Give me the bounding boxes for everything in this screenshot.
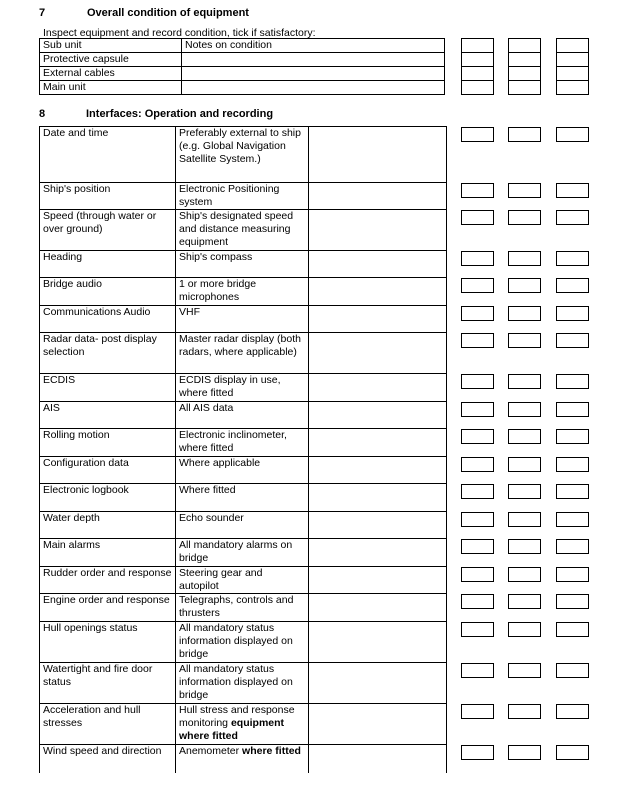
section-7-instruction: Inspect equipment and record condition, tick if satisfactory: [43,27,316,39]
item-cell: Ship's position [40,183,176,210]
tick-box[interactable] [556,704,589,719]
tick-box[interactable] [556,306,589,321]
tick-box[interactable] [508,484,541,499]
tick-column-1[interactable] [461,38,494,95]
tick-box[interactable] [461,745,494,760]
sub-unit-cell: Protective capsule [40,53,182,67]
source-cell: VHF [176,306,309,333]
notes-cell[interactable] [182,53,445,67]
source-text: Anemometer [179,745,240,757]
source-cell: All mandatory status information displayed on bridge [176,622,309,663]
notes-cell[interactable] [309,429,447,457]
source-cell: Ship's designated speed and distance measuring equipment [176,210,309,251]
item-cell: Bridge audio [40,278,176,306]
notes-cell[interactable] [309,333,447,374]
tick-box[interactable] [508,127,541,142]
notes-cell[interactable] [309,704,447,745]
tick-box[interactable] [461,306,494,321]
table-row [40,429,447,457]
sub-unit-header: Sub unit [40,39,182,53]
notes-cell[interactable] [309,306,447,333]
item-cell: Radar data- post display selection [40,333,176,374]
tick-box[interactable] [461,484,494,499]
table-row [40,704,447,745]
tick-box[interactable] [508,622,541,637]
notes-cell[interactable] [309,594,447,622]
tick-box[interactable] [508,210,541,225]
source-cell: Echo sounder [176,512,309,539]
tick-box[interactable] [461,704,494,719]
tick-box[interactable] [556,251,589,266]
table-row [40,539,447,567]
section-8-number: 8 [39,108,46,120]
section-8-title: Interfaces: Operation and recording [86,108,274,120]
table-row [40,183,447,210]
notes-cell[interactable] [309,374,447,402]
notes-cell[interactable] [309,251,447,278]
table-row [40,53,445,67]
tick-box[interactable] [556,484,589,499]
item-cell: Engine order and response [40,594,176,622]
table-row [40,512,447,539]
tick-box[interactable] [508,457,541,472]
table-row [40,594,447,622]
table-row [40,210,447,251]
source-cell: All mandatory status information displayed on bridge [176,663,309,704]
source-cell [176,745,309,773]
table-row [40,567,447,594]
source-cell [176,704,309,745]
table-row [40,457,447,484]
notes-cell[interactable] [309,127,447,183]
notes-cell[interactable] [309,539,447,567]
table-row [40,127,447,183]
source-bold-text: equipment where fitted [179,717,285,742]
tick-box[interactable] [508,512,541,527]
tick-box[interactable] [461,278,494,293]
item-cell: Communications Audio [40,306,176,333]
source-cell: Where applicable [176,457,309,484]
tick-box[interactable] [556,745,589,760]
item-cell: Rudder order and response [40,567,176,594]
notes-cell[interactable] [309,622,447,663]
tick-column-2[interactable] [508,38,541,95]
tick-box[interactable] [508,429,541,444]
source-cell: Telegraphs, controls and thrusters [176,594,309,622]
tick-box[interactable] [508,539,541,554]
source-cell: Electronic inclinometer, where fitted [176,429,309,457]
table-row [40,402,447,429]
source-cell: ECDIS display in use, where fitted [176,374,309,402]
source-cell: Master radar display (both radars, where applicable) [176,333,309,374]
tick-box[interactable] [461,457,494,472]
item-cell: Wind speed and direction [40,745,176,773]
tick-box[interactable] [508,745,541,760]
tick-box[interactable] [556,457,589,472]
source-cell: Electronic Positioning system [176,183,309,210]
tick-box[interactable] [508,594,541,609]
tick-box[interactable] [461,333,494,348]
notes-cell[interactable] [309,457,447,484]
tick-box[interactable] [556,402,589,417]
item-cell: ECDIS [40,374,176,402]
item-cell: Acceleration and hull stresses [40,704,176,745]
table-row [40,251,447,278]
tick-box[interactable] [461,663,494,678]
item-cell: Watertight and fire door status [40,663,176,704]
section-7-title: Overall condition of equipment [87,7,249,19]
table-row [40,374,447,402]
tick-box[interactable] [461,374,494,389]
source-cell: Steering gear and autopilot [176,567,309,594]
notes-cell[interactable] [309,484,447,512]
table-row [40,278,447,306]
source-cell: All mandatory alarms on bridge [176,539,309,567]
notes-cell[interactable] [182,67,445,81]
source-text: Hull stress and response monitoring [179,704,295,729]
tick-box[interactable] [508,402,541,417]
tick-box[interactable] [508,251,541,266]
notes-cell[interactable] [309,278,447,306]
item-cell: Rolling motion [40,429,176,457]
tick-box[interactable] [461,512,494,527]
notes-cell[interactable] [309,663,447,704]
sub-unit-cell: Main unit [40,81,182,95]
source-cell: Where fitted [176,484,309,512]
tick-box[interactable] [556,663,589,678]
tick-box[interactable] [461,210,494,225]
tick-box[interactable] [461,429,494,444]
item-cell: AIS [40,402,176,429]
condition-table-header [40,39,445,53]
table-row [40,745,447,773]
notes-cell[interactable] [309,183,447,210]
notes-header: Notes on condition [182,39,445,53]
table-row [40,81,445,95]
tick-box[interactable] [556,374,589,389]
tick-box[interactable] [556,210,589,225]
tick-box[interactable] [508,567,541,582]
item-cell: Electronic logbook [40,484,176,512]
notes-cell[interactable] [309,210,447,251]
tick-box[interactable] [556,278,589,293]
item-cell: Heading [40,251,176,278]
tick-box[interactable] [556,333,589,348]
tick-box[interactable] [556,183,589,198]
tick-box[interactable] [461,127,494,142]
table-row [40,67,445,81]
tick-box[interactable] [556,127,589,142]
section-7-number: 7 [39,7,46,19]
interfaces-table [39,126,447,773]
tick-box[interactable] [461,622,494,637]
tick-box[interactable] [461,183,494,198]
source-cell: Ship's compass [176,251,309,278]
sub-unit-cell: External cables [40,67,182,81]
tick-box[interactable] [508,663,541,678]
source-cell: All AIS data [176,402,309,429]
notes-cell[interactable] [309,745,447,773]
tick-box[interactable] [508,374,541,389]
tick-box[interactable] [508,704,541,719]
table-row [40,306,447,333]
notes-cell[interactable] [309,567,447,594]
notes-cell[interactable] [309,402,447,429]
source-cell: 1 or more bridge microphones [176,278,309,306]
tick-box[interactable] [461,251,494,266]
condition-table [39,38,445,95]
table-row [40,622,447,663]
table-row [40,484,447,512]
tick-box[interactable] [556,622,589,637]
tick-column-3[interactable] [556,38,589,95]
tick-box[interactable] [461,594,494,609]
tick-box[interactable] [508,333,541,348]
source-cell: Preferably external to ship (e.g. Global Navigation Satellite System.) [176,127,309,183]
table-row [40,333,447,374]
item-cell: Water depth [40,512,176,539]
tick-box[interactable] [461,567,494,582]
notes-cell[interactable] [182,81,445,95]
item-cell: Main alarms [40,539,176,567]
item-cell: Speed (through water or over ground) [40,210,176,251]
notes-cell[interactable] [309,512,447,539]
tick-box[interactable] [508,183,541,198]
tick-box[interactable] [508,278,541,293]
item-cell: Hull openings status [40,622,176,663]
tick-box[interactable] [556,429,589,444]
source-bold-text: where fitted [242,745,301,757]
tick-box[interactable] [556,539,589,554]
tick-box[interactable] [461,402,494,417]
item-cell: Date and time [40,127,176,183]
item-cell: Configuration data [40,457,176,484]
tick-box[interactable] [556,512,589,527]
tick-box[interactable] [556,567,589,582]
table-row [40,663,447,704]
tick-box[interactable] [556,594,589,609]
tick-box[interactable] [461,539,494,554]
tick-box[interactable] [508,306,541,321]
